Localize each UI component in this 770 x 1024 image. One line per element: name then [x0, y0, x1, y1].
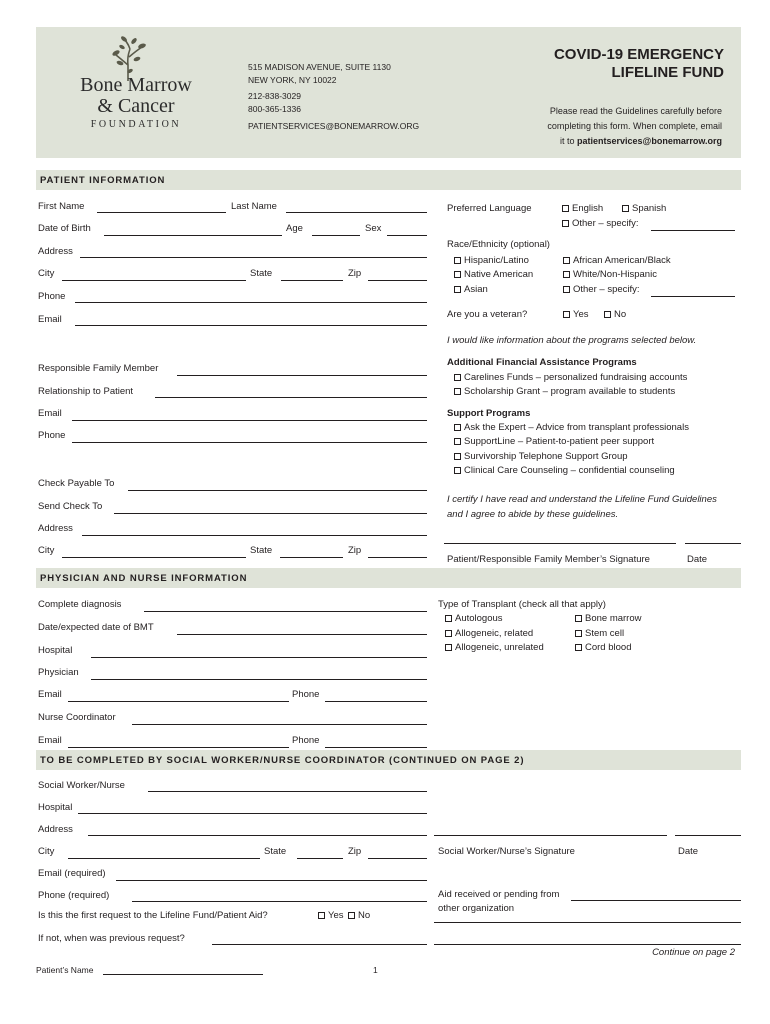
carelines-option[interactable] — [454, 372, 687, 383]
instructions-line2: completing this form. When complete, email — [547, 121, 722, 131]
checkbox-icon[interactable] — [454, 424, 461, 431]
race-native-label: Native American — [464, 269, 534, 280]
patient-name-label: Patient’s Name — [36, 965, 94, 975]
first-request-no-option[interactable] — [348, 910, 370, 921]
instructions-prefix: it to — [560, 136, 578, 146]
checkbox-icon[interactable] — [454, 286, 461, 293]
lang-spanish-option[interactable] — [622, 203, 666, 214]
check-zip-field[interactable] — [368, 557, 427, 558]
sw-city-label: City — [38, 846, 55, 857]
patient-signature-label: Patient/Responsible Family Member’s Signature — [447, 554, 650, 565]
responsible-member-label: Responsible Family Member — [38, 363, 159, 374]
checkbox-icon[interactable] — [604, 311, 611, 318]
continue-note: Continue on page 2 — [652, 947, 735, 958]
race-white-option[interactable] — [563, 269, 657, 280]
info-request-text: I would like information about the programs selected below. — [447, 335, 697, 346]
veteran-no-label: No — [614, 309, 627, 320]
instructions-line1: Please read the Guidelines carefully before — [549, 106, 722, 116]
first-name-label: First Name — [38, 201, 85, 212]
autologous-label: Autologous — [455, 613, 503, 624]
sw-hospital-field[interactable] — [78, 813, 427, 814]
sw-city-field[interactable] — [68, 858, 260, 859]
form-title-line2: LIFELINE FUND — [611, 64, 724, 81]
header-banner — [36, 27, 741, 158]
checkbox-icon[interactable] — [445, 644, 452, 651]
allo-related-label: Allogeneic, related — [455, 628, 534, 639]
nurse-label: Nurse Coordinator — [38, 712, 116, 723]
stem-cell-option[interactable] — [575, 628, 624, 639]
sex-field[interactable] — [387, 235, 427, 236]
physician-phone-field[interactable] — [325, 701, 427, 702]
last-name-field[interactable] — [286, 212, 427, 213]
scholarship-label: Scholarship Grant – program available to students — [464, 386, 676, 397]
physician-email-field[interactable] — [68, 701, 289, 702]
city-field[interactable] — [62, 280, 246, 281]
form-title-line1: COVID-19 EMERGENCY — [553, 46, 724, 63]
diagnosis-label: Complete diagnosis — [38, 599, 122, 610]
cord-blood-option[interactable] — [575, 642, 631, 653]
email-label: Email — [38, 314, 62, 325]
checkbox-icon[interactable] — [454, 453, 461, 460]
race-other-option[interactable] — [563, 284, 640, 295]
logo-text-line3: FOUNDATION — [90, 119, 182, 130]
allo-unrelated-label: Allogeneic, unrelated — [455, 642, 544, 653]
sw-email-field[interactable] — [116, 880, 427, 881]
checkbox-icon[interactable] — [445, 630, 452, 637]
sw-phone-field[interactable] — [132, 901, 427, 902]
clinical-option[interactable] — [454, 465, 675, 476]
address-field[interactable] — [80, 257, 427, 258]
sex-label: Sex — [365, 223, 382, 234]
instructions-email: patientservices@bonemarrow.org — [577, 136, 722, 146]
aid-received-field-2[interactable] — [434, 922, 741, 923]
dob-label: Date of Birth — [38, 223, 91, 234]
lang-other-label: Other – specify: — [572, 218, 639, 229]
form-title — [554, 46, 724, 82]
lang-other-option[interactable] — [562, 218, 639, 229]
check-payable-label: Check Payable To — [38, 478, 115, 489]
checkbox-icon[interactable] — [563, 311, 570, 318]
social-worker-field[interactable] — [148, 791, 427, 792]
address-line1: 515 MADISON AVENUE, SUITE 1130 — [248, 62, 391, 72]
race-native-option[interactable] — [454, 269, 533, 280]
transplant-type-label: Type of Transplant (check all that apply) — [438, 599, 606, 610]
sw-hospital-label: Hospital — [38, 802, 73, 813]
nurse-email-field[interactable] — [68, 747, 289, 748]
sw-email-label: Email (required) — [38, 868, 106, 879]
race-white-label: White/Non-Hispanic — [573, 269, 657, 280]
checkbox-icon[interactable] — [454, 257, 461, 264]
survivorship-label: Survivorship Telephone Support Group — [464, 451, 628, 462]
send-check-field[interactable] — [114, 513, 427, 514]
checkbox-icon[interactable] — [563, 257, 570, 264]
sw-state-field[interactable] — [297, 858, 343, 859]
check-zip-label: Zip — [348, 545, 362, 556]
nurse-phone-field[interactable] — [325, 747, 427, 748]
sw-address-label: Address — [38, 824, 73, 835]
responsible-phone-label: Phone — [38, 430, 66, 441]
lang-spanish-label: Spanish — [632, 203, 667, 214]
nurse-email-label: Email — [38, 735, 62, 746]
sw-signature-date-field[interactable] — [675, 835, 741, 836]
lang-other-field[interactable] — [651, 230, 735, 231]
check-address-label: Address — [38, 523, 73, 534]
sw-address-field[interactable] — [88, 835, 427, 836]
state-label: State — [250, 268, 273, 279]
allo-unrelated-option[interactable] — [445, 642, 544, 653]
contact-email: PATIENTSERVICES@BONEMARROW.ORG — [248, 121, 420, 131]
first-request-yes-option[interactable] — [318, 910, 344, 921]
ask-expert-label: Ask the Expert – Advice from transplant professionals — [464, 422, 689, 433]
address-line2: NEW YORK, NY 10022 — [248, 75, 337, 85]
checkbox-icon[interactable] — [445, 615, 452, 622]
certify-line1: I certify I have read and understand the Lifeline Fund Guidelines — [447, 494, 717, 505]
race-hispanic-label: Hispanic/Latino — [464, 255, 529, 266]
sw-signature-date-label: Date — [678, 846, 699, 857]
patient-signature-date-label: Date — [687, 554, 708, 565]
checkbox-icon[interactable] — [454, 374, 461, 381]
nurse-phone-label: Phone — [292, 735, 320, 746]
relationship-label: Relationship to Patient — [38, 386, 134, 397]
first-request-label: Is this the first request to the Lifeline Fund/Patient Aid? — [38, 910, 268, 921]
relationship-field[interactable] — [155, 397, 427, 398]
zip-field[interactable] — [368, 280, 427, 281]
phone-number-2: 800-365-1336 — [248, 104, 301, 114]
veteran-no-option[interactable] — [604, 309, 626, 320]
check-address-field[interactable] — [82, 535, 427, 536]
survivorship-option[interactable] — [454, 451, 628, 462]
cord-blood-label: Cord blood — [585, 642, 632, 653]
aid-received-label-2: other organization — [438, 903, 515, 914]
bmt-date-label: Date/expected date of BMT — [38, 622, 154, 633]
hospital-label: Hospital — [38, 645, 73, 656]
checkbox-icon[interactable] — [563, 271, 570, 278]
checkbox-icon[interactable] — [622, 205, 629, 212]
checkbox-icon[interactable] — [563, 286, 570, 293]
checkbox-icon[interactable] — [562, 205, 569, 212]
preferred-language-label: Preferred Language — [447, 203, 532, 214]
allo-related-option[interactable] — [445, 628, 533, 639]
first-request-no-label: No — [358, 910, 371, 921]
veteran-yes-option[interactable] — [563, 309, 589, 320]
bmt-date-field[interactable] — [177, 634, 427, 635]
patient-signature-field[interactable] — [444, 543, 676, 544]
checkbox-icon[interactable] — [454, 467, 461, 474]
race-african-label: African American/Black — [573, 255, 671, 266]
sw-state-label: State — [264, 846, 287, 857]
checkbox-icon[interactable] — [575, 630, 582, 637]
physician-label: Physician — [38, 667, 79, 678]
supportline-label: SupportLine – Patient-to-patient peer support — [464, 436, 655, 447]
veteran-yes-label: Yes — [573, 309, 589, 320]
checkbox-icon[interactable] — [348, 912, 355, 919]
check-state-label: State — [250, 545, 273, 556]
phone-field[interactable] — [75, 302, 427, 303]
foundation-logo — [66, 75, 206, 130]
physician-phone-label: Phone — [292, 689, 320, 700]
race-hispanic-option[interactable] — [454, 255, 529, 266]
last-name-label: Last Name — [231, 201, 277, 212]
phone-label: Phone — [38, 291, 66, 302]
checkbox-icon[interactable] — [575, 615, 582, 622]
zip-label: Zip — [348, 268, 362, 279]
race-other-label: Other – specify: — [573, 284, 640, 295]
physician-email-label: Email — [38, 689, 62, 700]
checkbox-icon[interactable] — [454, 438, 461, 445]
instructions — [547, 104, 722, 149]
section-physician-nurse: PHYSICIAN AND NURSE INFORMATION — [36, 568, 741, 588]
checkbox-icon[interactable] — [318, 912, 325, 919]
race-african-option[interactable] — [563, 255, 671, 266]
checkbox-icon[interactable] — [454, 388, 461, 395]
supportline-option[interactable] — [454, 436, 654, 447]
first-name-field[interactable] — [97, 212, 226, 213]
checkbox-icon[interactable] — [454, 271, 461, 278]
address-label: Address — [38, 246, 73, 257]
send-check-label: Send Check To — [38, 501, 103, 512]
logo-text-line2: & Cancer — [97, 95, 175, 117]
age-field[interactable] — [312, 235, 360, 236]
sw-signature-field[interactable] — [434, 835, 667, 836]
hospital-field[interactable] — [91, 657, 427, 658]
page-number: 1 — [373, 965, 378, 975]
sw-phone-label: Phone (required) — [38, 890, 110, 901]
ask-expert-option[interactable] — [454, 422, 689, 433]
autologous-option[interactable] — [445, 613, 503, 624]
support-programs-heading: Support Programs — [447, 408, 531, 419]
previous-request-field[interactable] — [212, 944, 427, 945]
checkbox-icon[interactable] — [575, 644, 582, 651]
dob-field[interactable] — [104, 235, 282, 236]
previous-request-label: If not, when was previous request? — [38, 933, 185, 944]
additional-programs-heading: Additional Financial Assistance Programs — [447, 357, 637, 368]
section-social-worker: TO BE COMPLETED BY SOCIAL WORKER/NURSE COORDINATOR (CONTINUED ON PAGE 2) — [36, 750, 741, 770]
section-patient-information: PATIENT INFORMATION — [36, 170, 741, 190]
aid-received-label: Aid received or pending from — [438, 889, 560, 900]
check-state-field[interactable] — [280, 557, 343, 558]
aid-received-field-3[interactable] — [434, 944, 741, 945]
aid-received-field-1[interactable] — [571, 900, 741, 901]
carelines-label: Carelines Funds – personalized fundraising accounts — [464, 372, 688, 383]
sw-zip-field[interactable] — [368, 858, 427, 859]
check-city-label: City — [38, 545, 55, 556]
race-asian-label: Asian — [464, 284, 488, 295]
patient-signature-date-field[interactable] — [685, 543, 741, 544]
age-label: Age — [286, 223, 303, 234]
diagnosis-field[interactable] — [144, 611, 427, 612]
check-payable-field[interactable] — [128, 490, 427, 491]
email-field[interactable] — [75, 325, 427, 326]
logo-text-line1: Bone Marrow — [80, 74, 192, 96]
certify-line2: and I agree to abide by these guidelines. — [447, 509, 619, 520]
check-city-field[interactable] — [62, 557, 246, 558]
race-label: Race/Ethnicity (optional) — [447, 239, 550, 250]
phone-number-1: 212-838-3029 — [248, 91, 301, 101]
state-field[interactable] — [281, 280, 343, 281]
city-label: City — [38, 268, 55, 279]
instructions-line3 — [547, 134, 722, 149]
race-asian-option[interactable] — [454, 284, 488, 295]
first-request-yes-label: Yes — [328, 910, 344, 921]
responsible-email-label: Email — [38, 408, 62, 419]
nurse-field[interactable] — [132, 724, 427, 725]
sw-zip-label: Zip — [348, 846, 362, 857]
lang-english-option[interactable] — [562, 203, 603, 214]
responsible-member-field[interactable] — [177, 375, 427, 376]
clinical-label: Clinical Care Counseling – confidential counseling — [464, 465, 675, 476]
race-other-field[interactable] — [651, 296, 735, 297]
sw-signature-label: Social Worker/Nurse’s Signature — [438, 846, 575, 857]
patient-name-field[interactable] — [103, 974, 263, 975]
bone-marrow-label: Bone marrow — [585, 613, 642, 624]
physician-field[interactable] — [91, 679, 427, 680]
social-worker-label: Social Worker/Nurse — [38, 780, 125, 791]
stem-cell-label: Stem cell — [585, 628, 625, 639]
veteran-label: Are you a veteran? — [447, 309, 528, 320]
scholarship-option[interactable] — [454, 386, 675, 397]
responsible-phone-field[interactable] — [72, 442, 427, 443]
bone-marrow-option[interactable] — [575, 613, 642, 624]
responsible-email-field[interactable] — [72, 420, 427, 421]
checkbox-icon[interactable] — [562, 220, 569, 227]
lang-english-label: English — [572, 203, 604, 214]
